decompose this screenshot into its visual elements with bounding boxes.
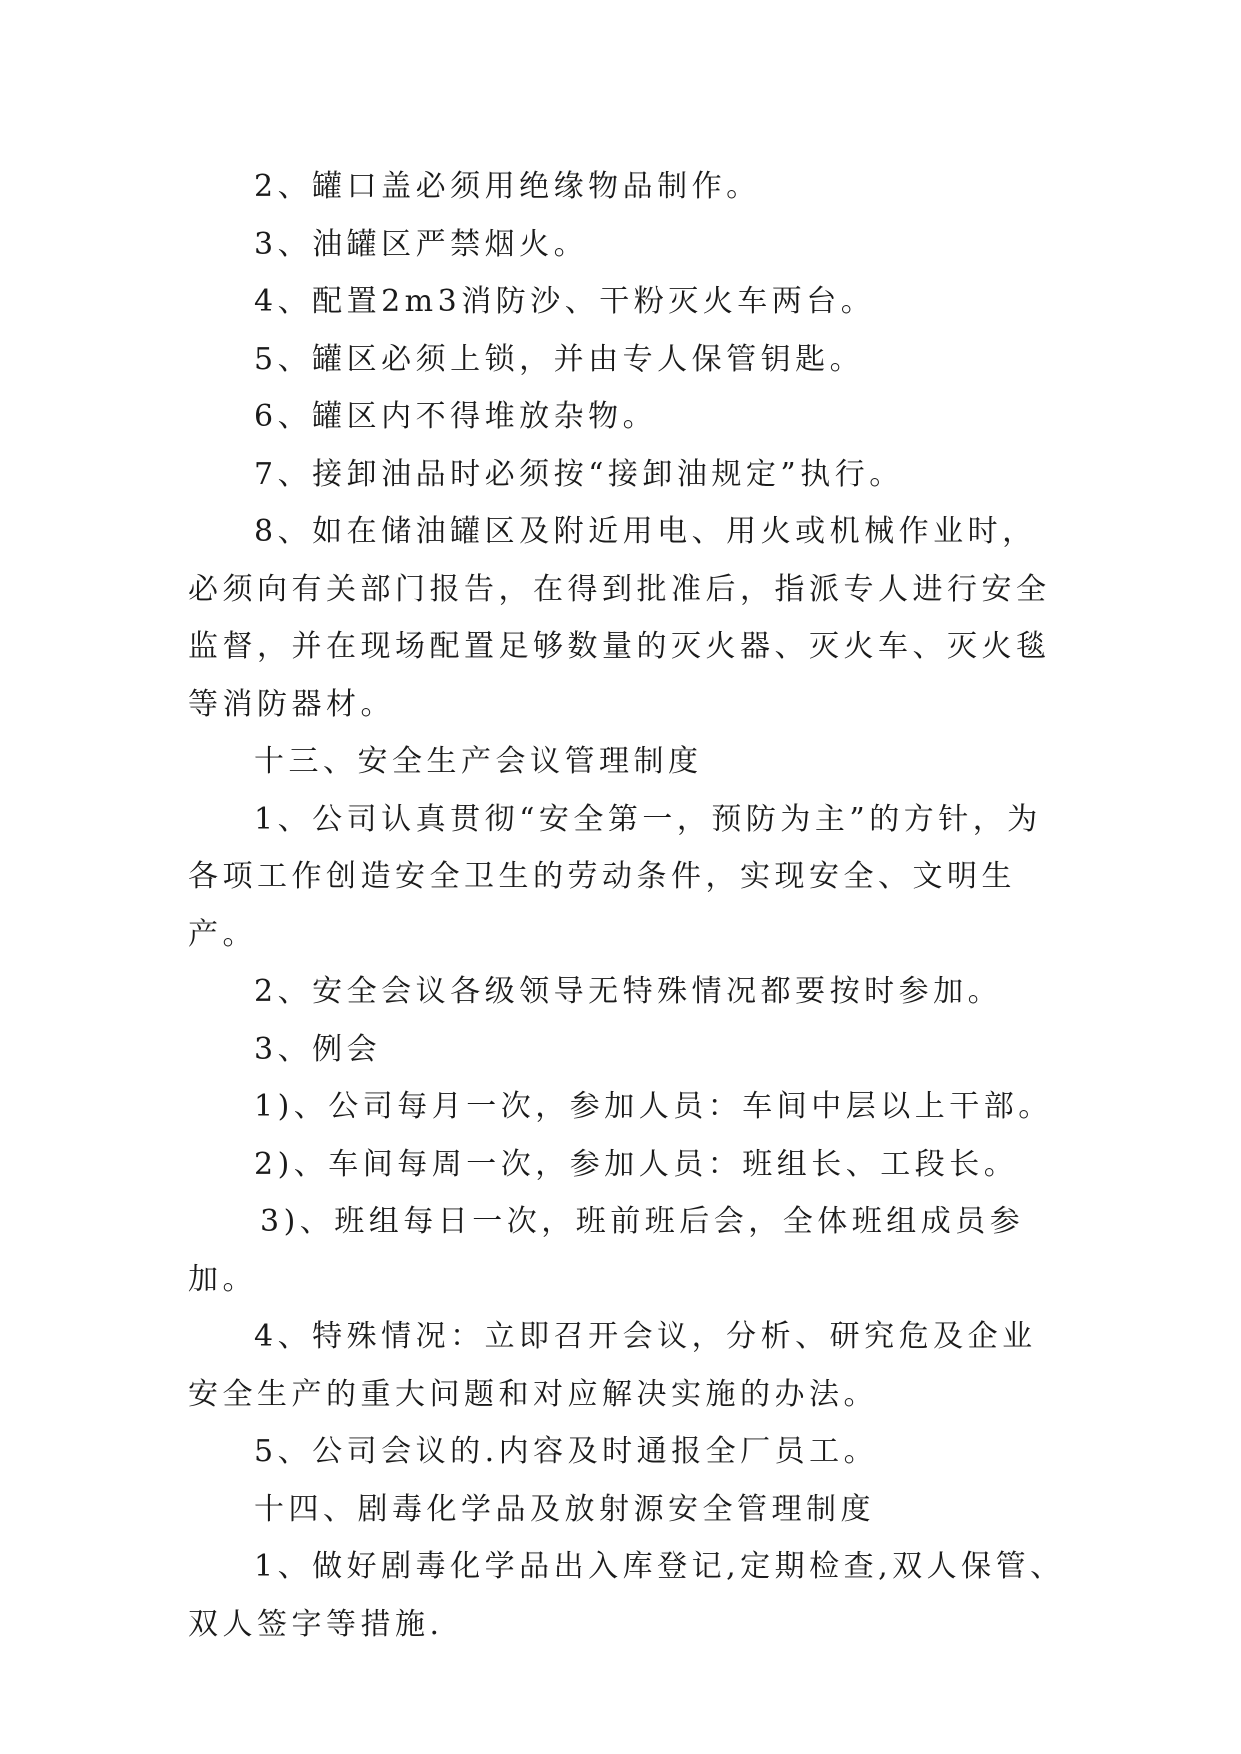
paragraph-no-debris: 6、罐区内不得堆放杂物。 <box>254 399 658 434</box>
paragraph-hazardous-chemicals: 1、做好剧毒化学品出入库登记,定期检查,双人保管、双人签字等措施. <box>188 1549 1065 1642</box>
list-item-daily: 3)、班组每日一次，班前班后会，全体班组成员参加。 <box>188 1204 1025 1297</box>
paragraph-fire-equipment: 4、配置2m3消防沙、干粉灭火车两台。 <box>254 284 876 319</box>
paragraph-work-permit: 8、如在储油罐区及附近用电、用火或机械作业时，必须向有关部门报告，在得到批准后，指派专人进行安全监督，并在现场配置足够数量的灭火器、灭火车、灭火毯等消防器材。 <box>188 514 1051 722</box>
paragraph-attendance: 2、安全会议各级领导无特殊情况都要按时参加。 <box>254 974 1003 1009</box>
document-body <box>188 158 1068 1653</box>
paragraph-unloading: 7、接卸油品时必须按“接卸油规定”执行。 <box>254 456 904 492</box>
paragraph-no-fire: 3、油罐区严禁烟火。 <box>254 226 589 262</box>
paragraph-tank-cover: 2、罐口盖必须用绝缘物品制作。 <box>254 169 761 204</box>
paragraph-lock: 5、罐区必须上锁，并由专人保管钥匙。 <box>254 341 865 377</box>
paragraph-policy: 1、公司认真贯彻“安全第一，预防为主”的方针，为各项工作创造安全卫生的劳动条件，实现安全、文明生产。 <box>188 801 1042 952</box>
paragraph-special-cases: 4、特殊情况：立即召开会议，分析、研究危及企业安全生产的重大问题和对应解决实施的办法。 <box>188 1319 1037 1412</box>
list-item-monthly: 1)、公司每月一次，参加人员：车间中层以上干部。 <box>254 1089 1053 1124</box>
paragraph-notification: 5、公司会议的.内容及时通报全厂员工。 <box>254 1434 879 1469</box>
section-heading-13: 十三、安全生产会议管理制度 <box>254 744 703 779</box>
paragraph-regular-meetings: 3、例会 <box>254 1031 382 1067</box>
section-heading-14: 十四、剧毒化学品及放射源安全管理制度 <box>254 1491 875 1527</box>
list-item-weekly: 2)、车间每周一次，参加人员：班组长、工段长。 <box>254 1146 1019 1182</box>
